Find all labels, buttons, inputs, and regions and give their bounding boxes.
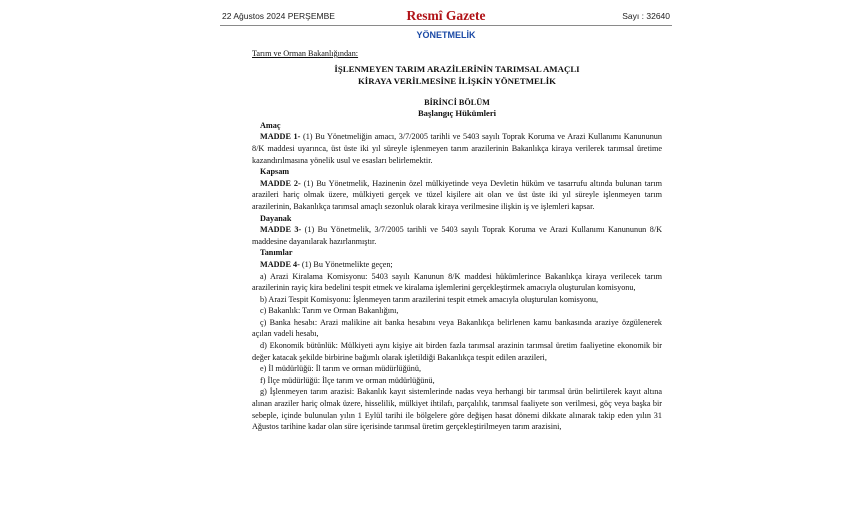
article-paragraph [252,259,662,271]
section-title: YÖNETMELİK [416,30,476,40]
definition-item: d) Ekonomik bütünlük: Mülkiyeti aynı kişiye ait birden fazla tarımsal arazinin tarımsal üretim faaliyetine ekonomik bir değer katacak şekilde birbirine bağımlı olarak işletildiği Bakanlıkça tespit edilen arazileri, [252,341,662,362]
article-label: MADDE 3- [260,225,302,235]
issuing-ministry: Tarım ve Orman Bakanlığından: [252,49,359,58]
issue-number: Sayı : 32640 [622,11,670,21]
article-label: MADDE 2- [260,178,301,188]
article-label: MADDE 1- [260,132,301,142]
regulation-title-line1: İŞLENMEYEN TARIM ARAZİLERİNİN TARIMSAL AMAÇLI [334,63,580,74]
chapter-block [252,97,662,120]
article-heading: Tanımlar [260,248,293,258]
definition-item: f) İlçe müdürlüğü: İlçe tarım ve orman müdürlüğünü, [260,375,435,385]
regulation-title-line2: KİRAYA VERİLMESİNE İLİŞKİN YÖNETMELİK [357,75,557,86]
article-text: (1) Bu Yönetmelikte geçen; [299,259,393,269]
article-text: (1) Bu Yönetmelik, 3/7/2005 tarihli ve 5403 sayılı Toprak Koruma ve Arazi Kullanımı Kanununun 8/K maddesine dayanılarak hazırlanmıştır. [252,225,663,246]
definition-item: g) İşlenmeyen tarım arazisi: Bakanlık kayıt sistemlerinde nadas veya herhangi bir tarımsal ürün belirtilerek kayıt altına alınan araziler hariç olmak üzere, hisselilik, mülkiyet ihtilafı, parçalılık, tarımsal faaliyete son verilmesi, göç veya başka bir sebeple, içinde bulunulan yılın 1 Eylül tarihi ile bölgelere göre değişen hasat dönemi dikkate alınarak takip eden yılın 31 Ağustos tarihine kadar olan süre içerisinde tarımsal üretim gerçekleştirilmeyen tarım arazisini, [252,387,662,432]
definition-item: a) Arazi Kiralama Komisyonu: 5403 sayılı Kanunun 8/K maddesi hükümlerince Bakanlıkça kiraya verilecek tarım arazilerinin rayiç kira bedelini tespit etmek ve kiralama işlemlerini gerçekleştirmek amacıyla oluşturulan komisyonu, [252,271,662,293]
definition-item: b) Arazi Tespit Komisyonu: İşlenmeyen tarım arazilerini tespit etmek amacıyla oluşturulan komisyonu, [260,294,599,304]
article-heading: Amaç [260,120,281,130]
issue-date: 22 Ağustos 2024 PERŞEMBE [222,11,335,21]
article-heading: Dayanak [260,213,292,223]
article-heading: Kapsam [260,167,290,177]
definition-item: e) İl müdürlüğü: İl tarım ve orman müdürlüğünü, [260,364,421,374]
article-paragraph [252,131,662,166]
gazette-page [220,0,672,505]
article-paragraph [252,224,662,247]
definition-item: ç) Banka hesabı: Arazi malikine ait banka hesabını veya Bakanlıkça belirlenen kamu bankasında araziye özgülenerek açılan vadeli hesabı, [252,317,662,339]
gazette-title: Resmî Gazete [406,8,486,23]
article-paragraph [252,178,662,213]
definition-item: c) Bakanlık: Tarım ve Orman Bakanlığını, [260,306,399,316]
chapter-subtitle: Başlangıç Hükümleri [417,108,497,119]
regulation-title [252,63,662,87]
article-text: (1) Bu Yönetmelik, Hazinenin özel mülkiyetinde veya Devletin hüküm ve tasarrufu altında bulunan tarım arazileri hariç olmak üzere, mülkiyeti gerçek ve tüzel kişilere ait olan ve üst üste iki yıl süreyle işlenmeyen tarım arazilerinin, Bakanlıkça tarımsal amaçlı sezonluk olarak kiraya verilmesine ilişkin iş ve işlemleri kapsar. [252,178,663,211]
chapter-heading: BİRİNCİ BÖLÜM [424,97,490,107]
regulation-body [252,48,662,433]
header-divider [220,25,672,26]
article-text: (1) Bu Yönetmeliğin amacı, 3/7/2005 tarihli ve 5403 sayılı Toprak Koruma ve Arazi Kullanımı Kanununun 8/K maddesi uyarınca, üst üste iki yıl süreyle işlenmeyen tarım arazilerinin Bakanlıkça kiraya verilerek tarımsal üretime kazandırılmasına yönelik usul ve esasları belirlemektir. [252,132,662,165]
article-label: MADDE 4- [260,259,300,269]
